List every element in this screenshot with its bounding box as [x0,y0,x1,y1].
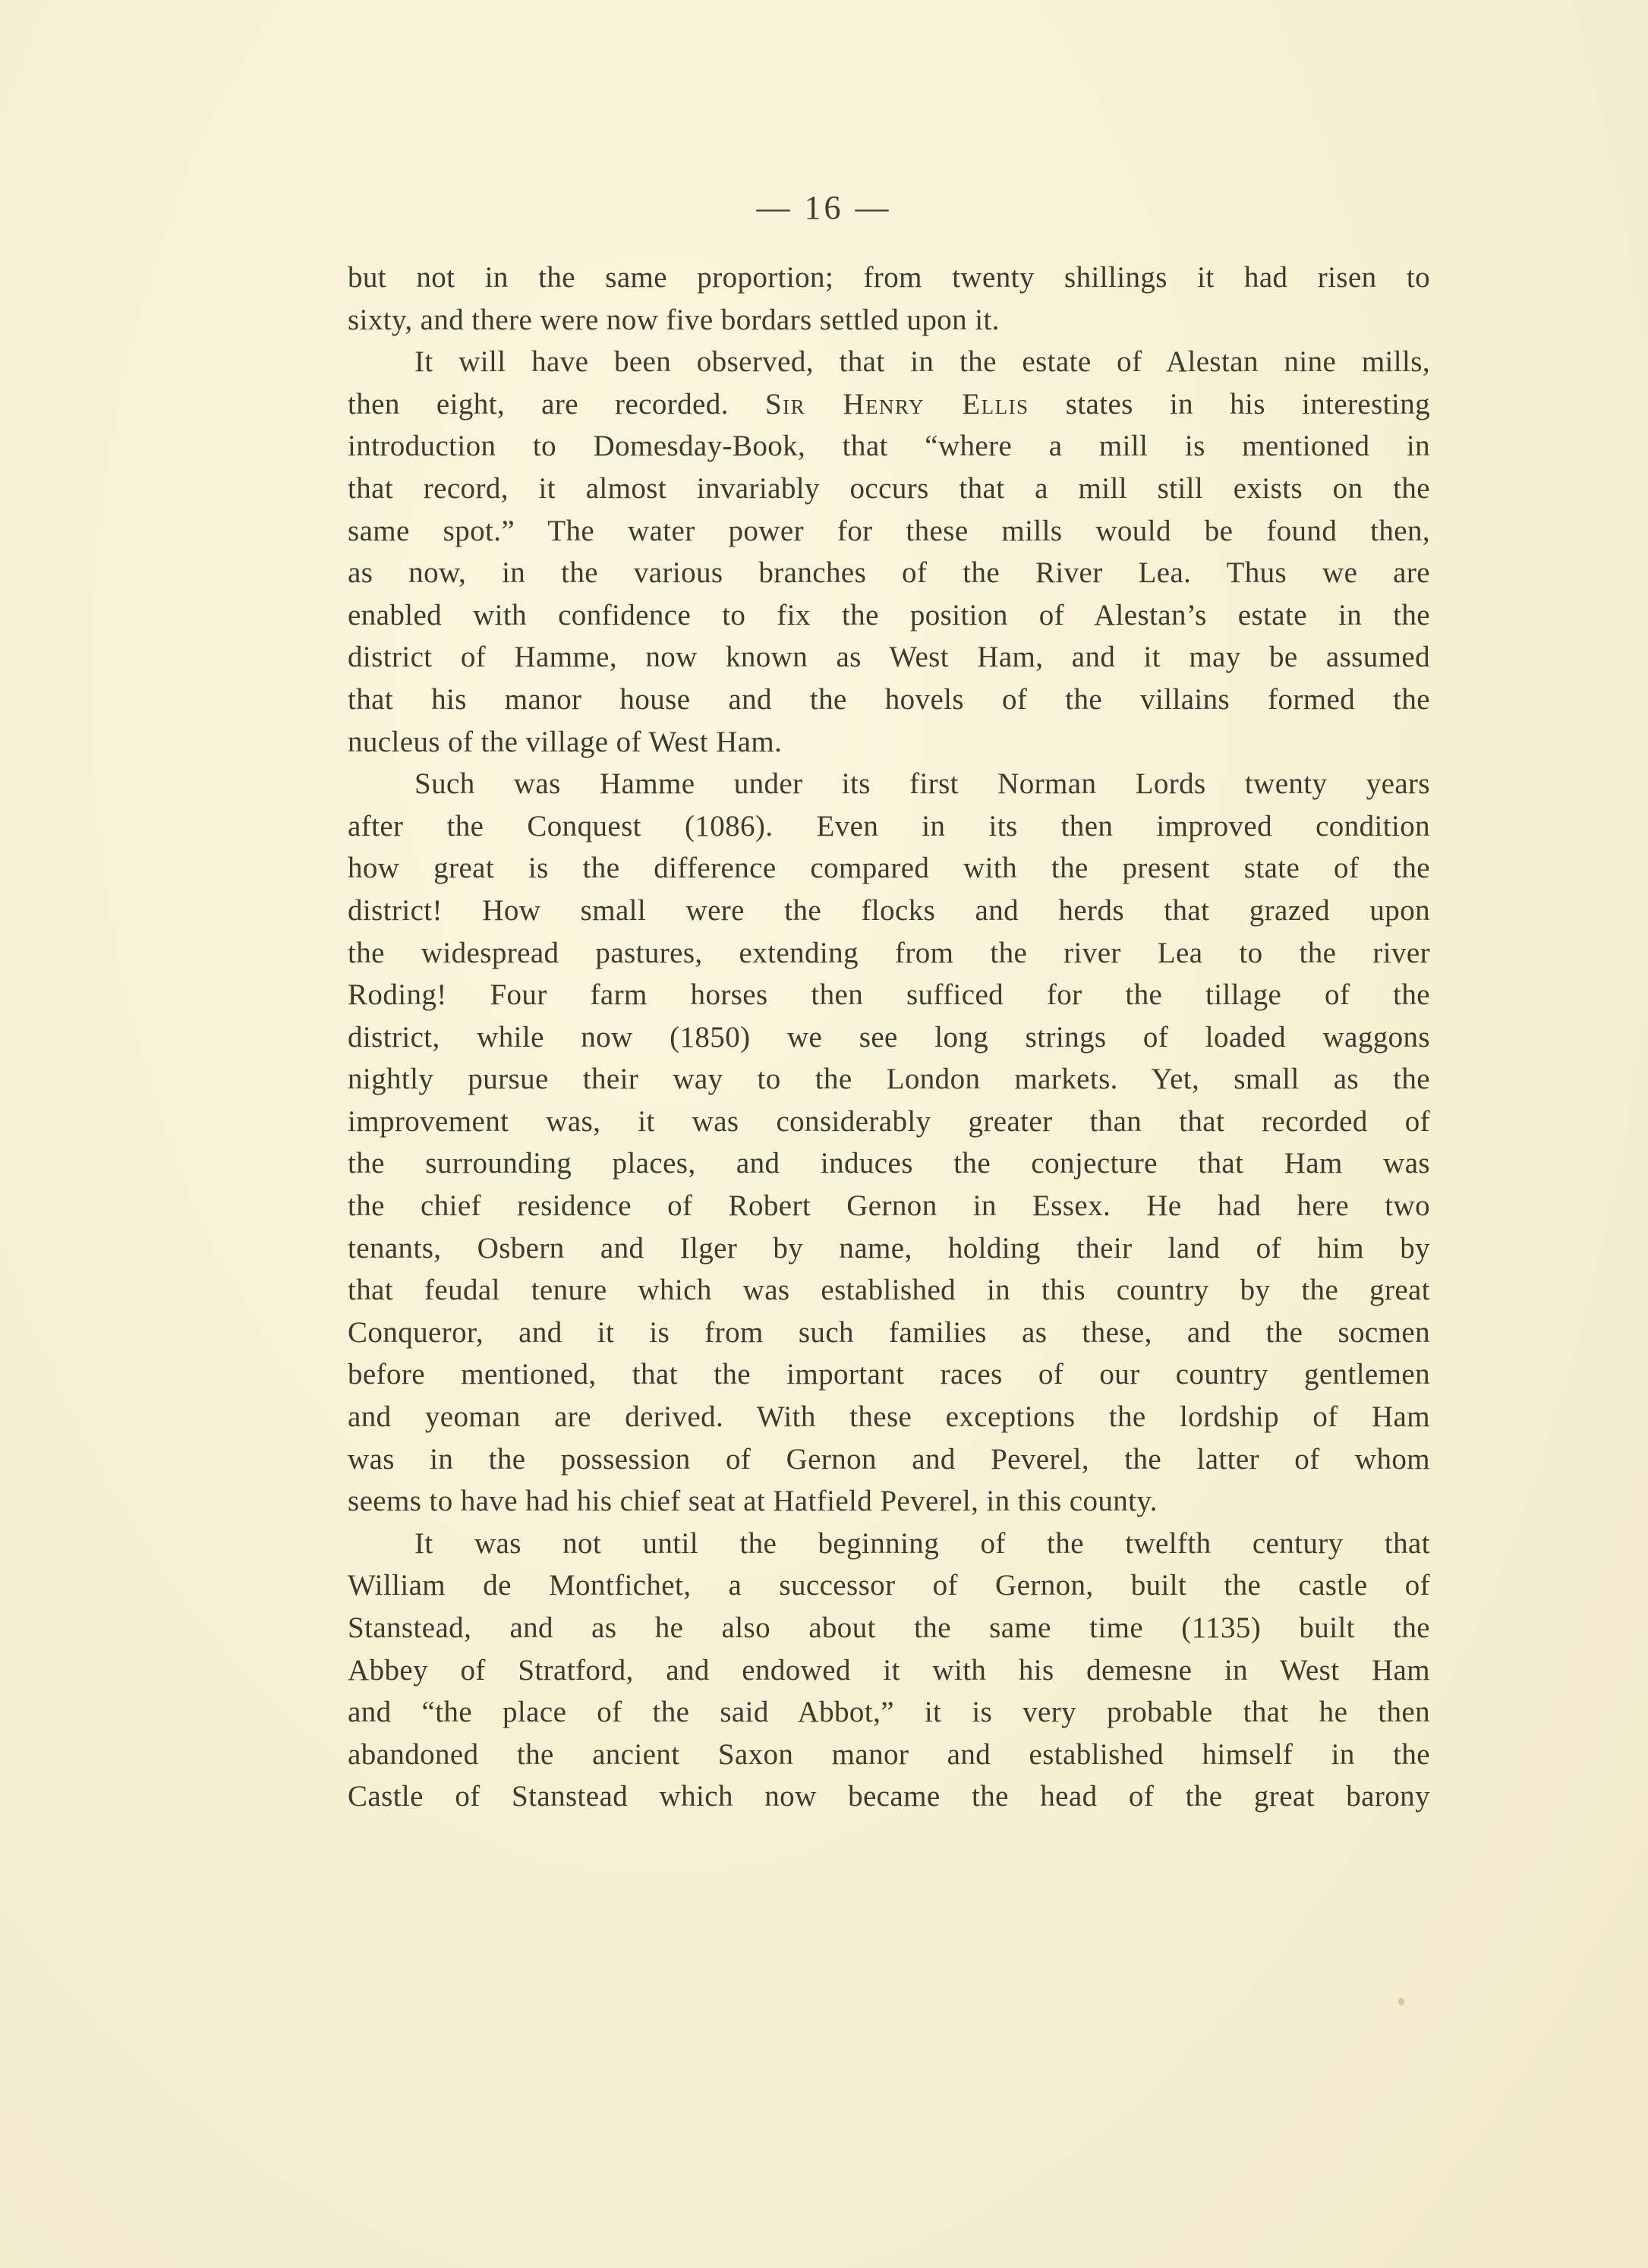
text-line: nightly pursue their way to the London markets. Yet, small as the [348,1063,1430,1096]
text-line: Castle of Stanstead which now became the head of the great barony [348,1780,1430,1813]
text-fragment: states in his interesting [1065,387,1430,421]
text-line: It was not until the beginning of the twelfth century that [414,1526,1430,1560]
body-text [348,257,1430,1818]
text-line: It will have been observed, that in the estate of Alestan nine mills, [414,345,1430,379]
text-line: how great is the difference compared with the present state of the [348,852,1430,885]
text-line: that feudal tenure which was established in this country by the great [348,1274,1430,1307]
text-line: enabled with confidence to fix the position of Alestan’s estate in the [348,598,1430,632]
text-line: and yeoman are derived. With these exceptions the lordship of Ham [348,1400,1430,1434]
author-name: Sir Henry Ellis [764,387,1029,421]
text-line: the widespread pastures, extending from the river Lea to the river [348,936,1430,969]
text-line: district of Hamme, now known as West Ham, and it may be assumed [348,641,1430,674]
text-line: district, while now (1850) we see long strings of loaded waggons [348,1020,1430,1054]
page-number: — 16 — [756,189,892,226]
text-line: that record, it almost invariably occurs that a mill still exists on the [348,471,1430,505]
text-line: tenants, Osbern and Ilger by name, holding their land of him by [348,1231,1430,1265]
text-line: Roding! Four farm horses then sufficed for the tillage of the [348,978,1430,1012]
text-fragment: then eight, are recorded. [348,387,729,421]
text-line: Conqueror, and it is from such families as these, and the socmen [348,1315,1430,1349]
text-line: nucleus of the village of West Ham. [348,725,783,758]
text-line: but not in the same proportion; from twenty shillings it had risen to [348,261,1430,294]
text-line: seems to have had his chief seat at Hatfield Peverel, in this county. [348,1485,1158,1518]
text-line: William de Montfichet, a successor of Gernon, built the castle of [348,1569,1430,1602]
text-line: same spot.” The water power for these mills would be found then, [348,514,1430,547]
text-line: that his manor house and the hovels of the villains formed the [348,682,1430,716]
text-line: improvement was, it was considerably greater than that recorded of [348,1104,1430,1138]
text-line: and “the place of the said Abbot,” it is very probable that he then [348,1696,1430,1729]
paper-speck [1398,1998,1404,2005]
text-line: was in the possession of Gernon and Peverel, the latter of whom [348,1442,1430,1476]
text-line: before mentioned, that the important races of our country gentlemen [348,1358,1430,1391]
text-line: as now, in the various branches of the River Lea. Thus we are [348,556,1430,590]
text-line: Abbey of Stratford, and endowed it with his demesne in West Ham [348,1653,1430,1687]
text-line: district! How small were the flocks and herds that grazed upon [348,893,1430,927]
text-line [348,383,1430,426]
text-line: the chief residence of Robert Gernon in Essex. He had here two [348,1189,1430,1223]
text-line: abandoned the ancient Saxon manor and established himself in the [348,1737,1430,1771]
text-line: after the Conquest (1086). Even in its then improved condition [348,809,1430,843]
text-line: the surrounding places, and induces the conjecture that Ham was [348,1147,1430,1180]
text-line: Stanstead, and as he also about the same time (1135) built the [348,1611,1430,1644]
text-line: Such was Hamme under its first Norman Lords twenty years [414,767,1430,801]
text-line: introduction to Domesday-Book, that “where a mill is mentioned in [348,430,1430,463]
text-line: sixty, and there were now five bordars settled upon it. [348,303,1000,336]
